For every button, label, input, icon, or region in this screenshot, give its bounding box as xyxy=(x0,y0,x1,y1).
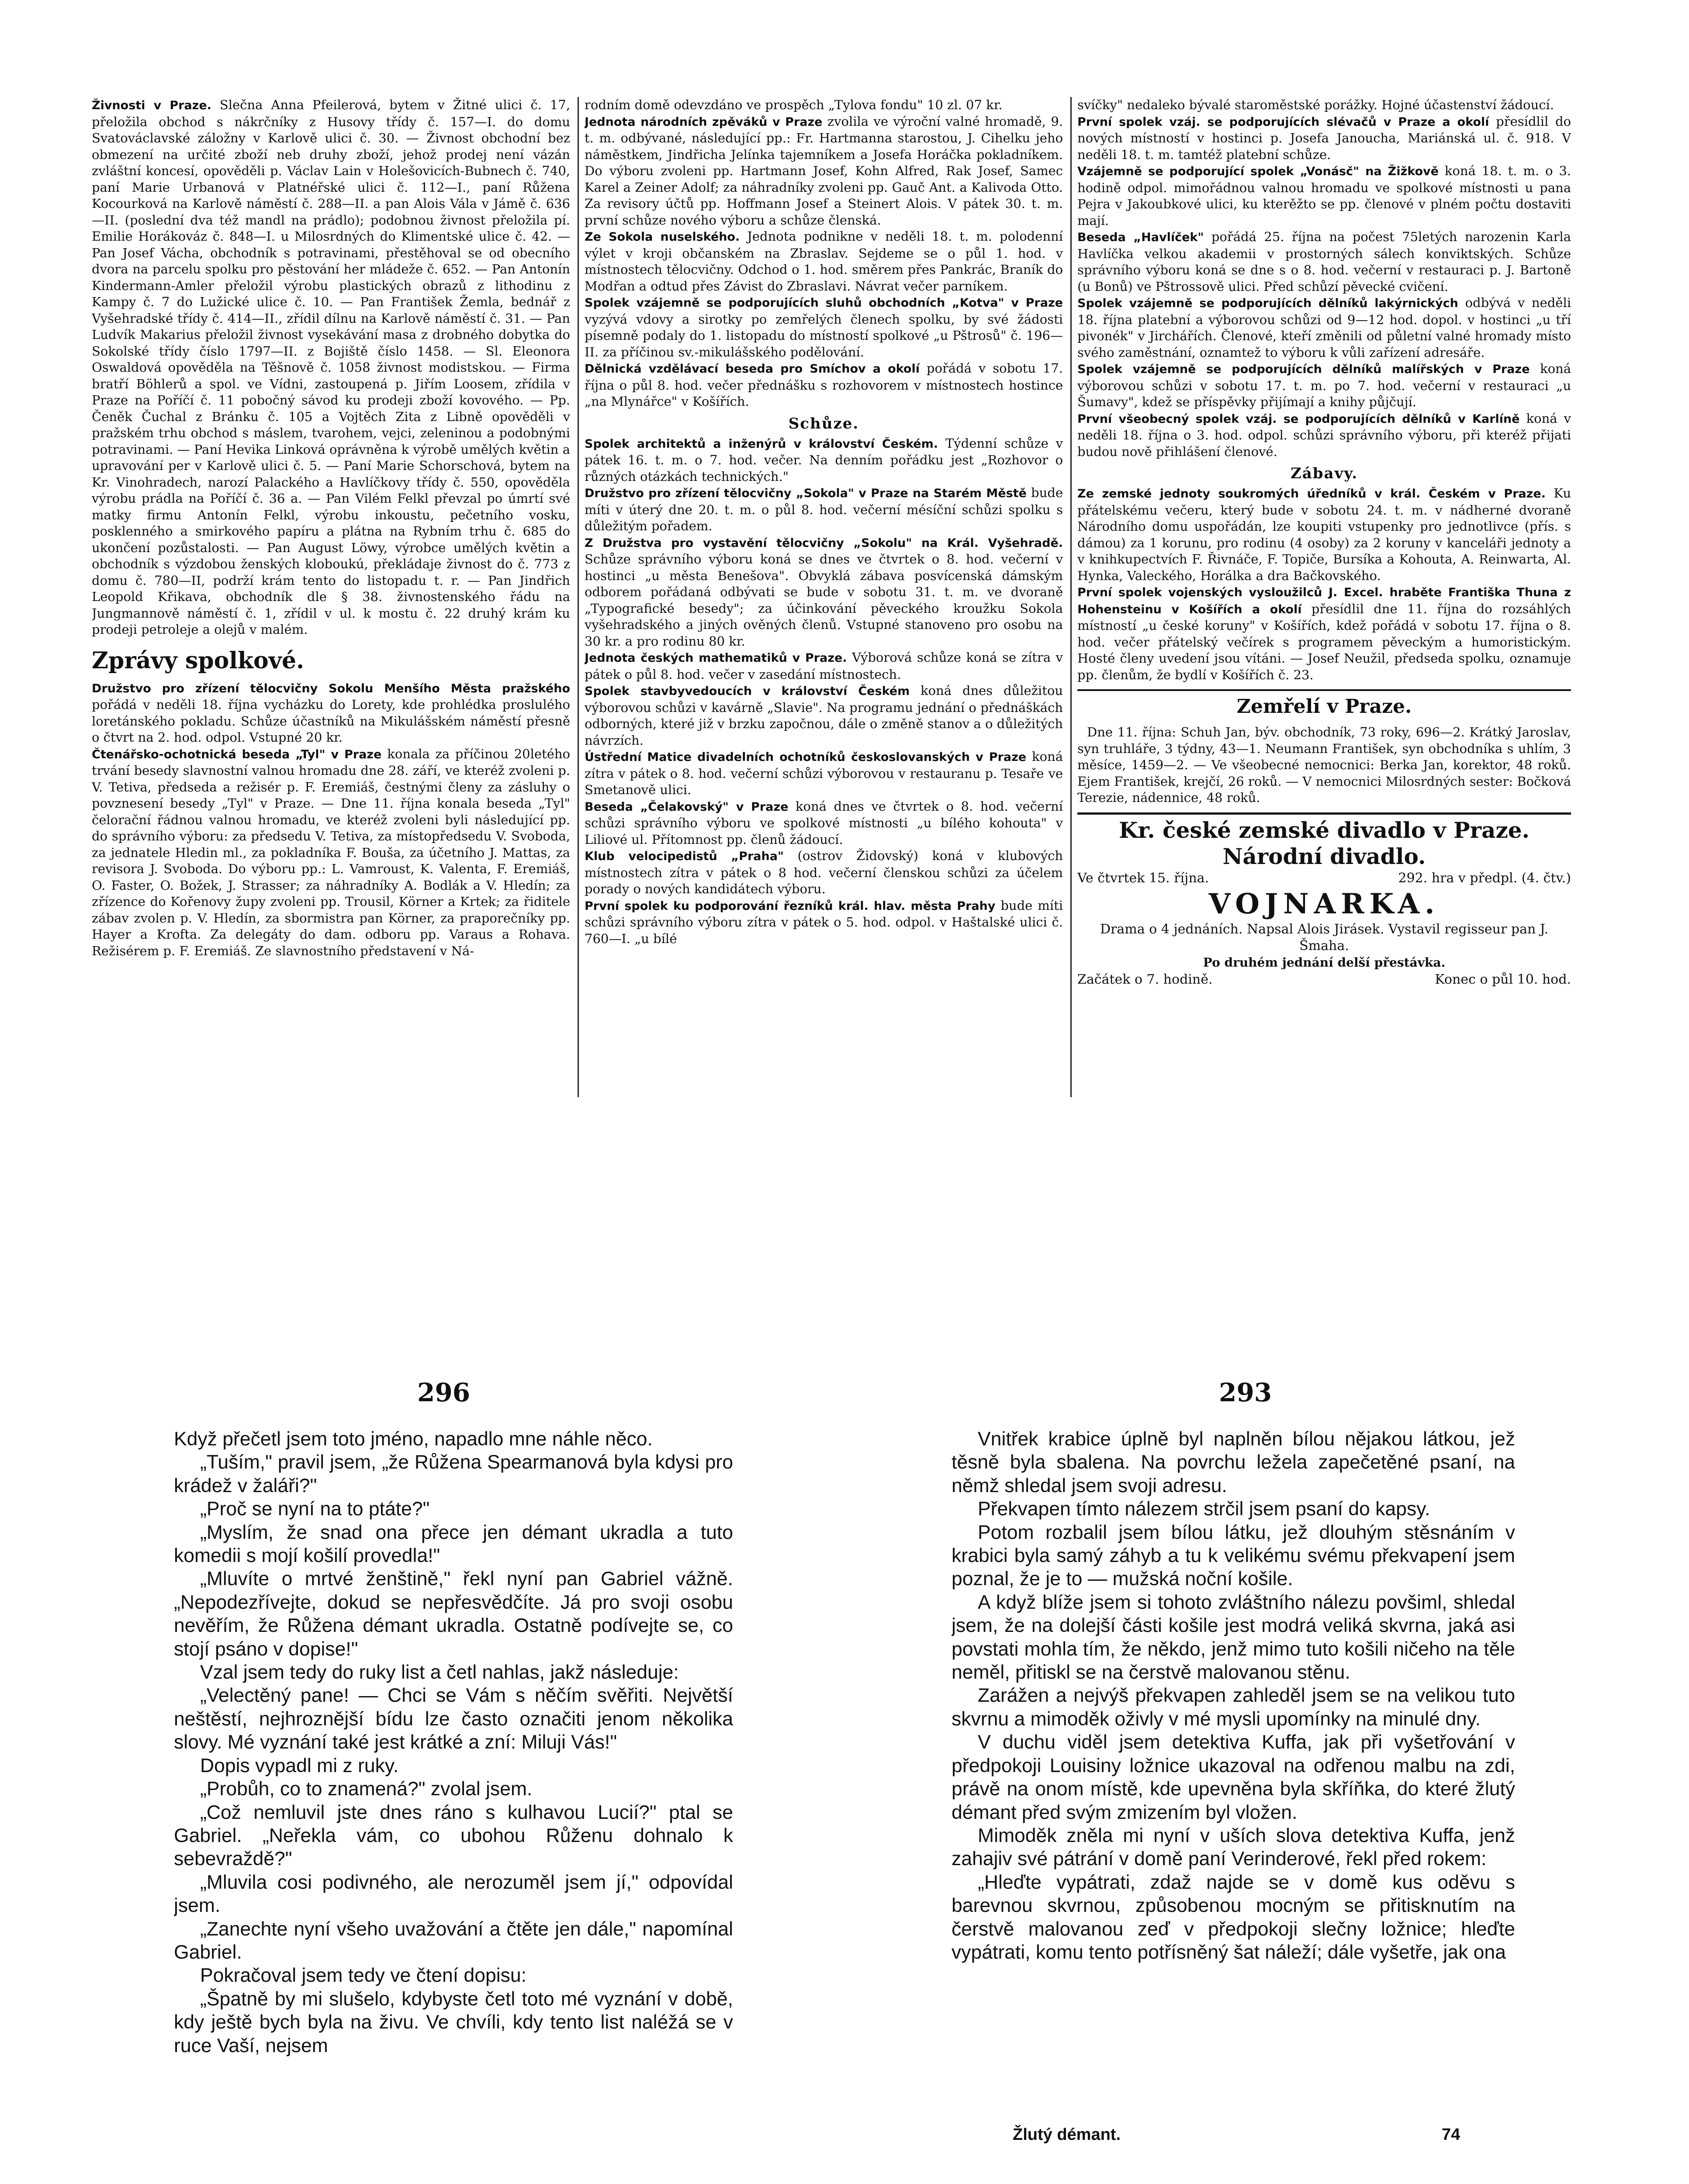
news-item-heading: Spolek vzájemně se podporujících dělníků malířských v Praze xyxy=(1077,363,1530,376)
news-item-text: koná výborovou schůzi v sobotu 17. t. m. po 7. hod. večerní v restauraci „u Šumavy", kdež se příspěvky přijímají a knihy půjčují. xyxy=(1077,361,1571,409)
theatre-announcement xyxy=(1077,812,1571,988)
theatre-performance: 292. hra v předpl. (4. čtv.) xyxy=(1398,870,1571,886)
news-item-text: přesídlil dne 11. října do rozsáhlých místností „u české koruny" v Košířích, kdež pořádá v sobotu 17. října o 8. hod. večer přátelský večírek s programem pěveckým a humoristickým. Hosté členy uvedení jsou vítáni. — Josef Neužil, předseda spolku, oznamuje pp. členům, že bydlí v Košířích č. 23. xyxy=(1077,601,1571,682)
paragraph: „Tuším," pravil jsem, „že Růžena Spearmanová byla kdysi pro krádež v žaláři?" xyxy=(174,1451,733,1496)
news-item-heading: První spolek vzáj. se podporujících slévačů v Praze a okolí xyxy=(1077,115,1489,129)
news-item-heading: Spolek vzájemně se podporujících sluhů obchodních „Kotva" v Praze xyxy=(585,296,1063,310)
left-page-text xyxy=(174,1427,733,2098)
paragraph: Dopis vypadl mi z ruky. xyxy=(200,1755,399,1776)
news-item-heading: Živnosti v Praze. xyxy=(92,99,211,112)
news-item-heading: Klub velocipedistů „Praha" xyxy=(585,850,784,863)
sheet-number-footer: 74 xyxy=(1442,2125,1461,2144)
news-item-text: vyzývá vdovy a sirotky po zemřelých členech spolku, by své žádosti písemně podaly do 1. listopadu do místností spolkové „u Pštrosů" č. 196—II. za příčinou sv.-mikulášského podělování. xyxy=(585,311,1063,359)
news-item-text: odbývá v neděli 18. října platební a výborovou schůzi od 9—12 hod. dopol. v hostinci „u tří pivonék" v Jirchářích. Členové, kteří změnili od půletní valné hromady místo svého zaměstnání, oznamtež to výboru k vůli zařízení adresáře. xyxy=(1077,295,1571,360)
theatre-notice: Po druhém jednání delší přestávka. xyxy=(1203,955,1446,970)
news-item xyxy=(585,97,1063,114)
news-item-text: Jednota podnikne v neděli 18. t. m. polodenní výlet v kroji občanském na Zbraslav. Sejdeme se o půl 1. hod. v místnostech tělocvičny. Odchod o 1. hod. směrem přes Pankrác, Braník do Modřan a odtud přes Závist do Zbraslavi. Návrat večer parníkem. xyxy=(585,229,1063,294)
news-item-text: svíčky" nedaleko bývalé staroměstské porážky. Hojné účastenství žádoucí. xyxy=(1077,97,1554,112)
paragraph: „Což nemluvil jste dnes ráno s kulhavou Lucií?" ptal se Gabriel. „Neřekla vám, co ubohou Růženu dohnalo k sebevraždě?" xyxy=(174,1801,733,1870)
deaths-heading: Zemřelí v Praze. xyxy=(1077,689,1571,721)
news-item-text: zvolila ve výroční valné hromadě, 9. t. m. odbývané, následující pp.: Fr. Hartmanna starostou, J. Cihelku jeho náměstkem, Jindřicha Jelínka tajemníkem a Josefa Horáčka pokladníkem. Do výboru zvoleni pp. Hartmann Josef, Kohn Alfred, Rak Josef, Samec Karel a Zeiner Adolf; za náhradníky zvoleni pp. Gauč Ant. a Kalivoda Otto. Za revisory účtů pp. Hoffmann Josef a Steinert Alois. V pátek 30. t. m. první schůze nového výboru a schůze členská. xyxy=(585,114,1063,228)
news-item-heading: Beseda „Čelakovský" v Praze xyxy=(585,800,789,814)
news-item xyxy=(1077,97,1571,114)
news-item-text: Ku přátelskému večeru, který bude v sobotu 24. t. m. v nádherné dvoraně Národního domu uspořádán, lze koupiti vstupenky pro jednotlivce (přís. s dámou) za 1 korunu, pro rodinu (4 osoby) za 2 koruny v kanceláři jednoty a v knihkupectvích F. Řivnáče, F. Topiče, Bursíka a Kohouta, A. Reinwarta, Al. Hynka, Valeckého, Horálka a dra Bačkovského. xyxy=(1077,486,1571,583)
section-subheading: Schůze. xyxy=(788,415,859,432)
paragraph: Překvapen tímto nálezem strčil jsem psaní do kapsy. xyxy=(978,1498,1430,1520)
paragraph: Mimoděk zněla mi nyní v uších slova detektiva Kuffa, jenž zahajiv své pátrání v domě paní Verinderové, řekl před rokem: xyxy=(952,1825,1515,1870)
news-item-text: Týdenní schůze v pátek 16. t. m. o 7. hod. večer. Na denním pořádku jest „Rozhovor o různých otázkách technických." xyxy=(585,435,1063,484)
news-item-heading: Jednota českých mathematiků v Praze. xyxy=(585,651,847,665)
news-item xyxy=(1077,584,1571,683)
paragraph: V duchu viděl jsem detektiva Kuffa, jak při vyšetřování v předpokoji Louisiny ložnice ukazoval na odřenou malbu na zdi, právě na onom místě, kde upevněna byla skříňka, do které žlutý démant před svým zmizením byl vložen. xyxy=(952,1731,1515,1823)
news-column-3 xyxy=(1077,97,1571,1097)
news-item-text: konala za příčinou 20letého trvání besedy slavnostní valnou hromadu dne 28. září, ve kteréž zvoleni p. V. Tetiva, předseda a režisér p. F. Eremiáš, čestnými členy za zásluhy o povznesení besedy „Tyl" v Praze. — Dne 11. října konala beseda „Tyl" čelorační řádnou valnou hromadu, ve kteréž zvoleni byli následující pp. do správního výboru: za předsedu V. Tetiva, za místopředsedu V. Svoboda, za jednatele Hledin ml., za pokladníka F. Bouša, za účetního J. Mattas, za revisora J. Svoboda. Do výboru pp.: L. Vamroust, K. Valenta, F. Eremiáš, O. Faster, O. Božek, J. Strasser; za náhradníky A. Bodlák a V. Hledín; za zřízence do Kořenovy župy zvoleni pp. Trousil, Körner a Krtek; za řiditele zábav zvolen p. V. Hledín, za sbormistra pan Körner, za praporečníky pp. Hayer a Krofta. Za delegáty do dam. odboru pp. Varaus a Rohava. Režisérem p. F. Eremiáš. Ze slavnostního představení v Ná- xyxy=(92,746,570,958)
news-item xyxy=(585,114,1063,229)
news-item-text: přesídlil do nových místností v hostinci p. Josefa Janoucha, Mariánská ul. č. 918. V neděli 18. t. m. tamtéž platební schůze. xyxy=(1077,114,1571,162)
theatre-description: Drama o 4 jednáních. Napsal Alois Jirásek. Vystavil regisseur pan J. Šmaha. xyxy=(1100,921,1549,954)
column-divider xyxy=(578,97,579,1097)
news-item-heading: Spolek vzájemně se podporujících dělníků lakýrnických xyxy=(1077,297,1458,310)
paragraph: „Myslím, že snad ona přece jen démant ukradla a tuto komedii s mojí košilí provedla!" xyxy=(174,1521,733,1567)
news-item-text: Slečna Anna Pfeilerová, bytem v Žitné ulici č. 17, přeložila obchod s nákrčníky z Husovy třídy č. 157—I. do domu Svatováclavské záložny v Karlově ulici č. 30. — Živnost obchodní bez obmezení na určité zboží neb druhy zboží, jehož prodej není vázán zvláštní koncesí, opověděli p. Václav Lain v Holešovicích-Bubnech č. 740, paní Marie Urbanová v Platnéřské ulici č. 112—I., paní Růžena Kocourková na Karlově náměstí č. 288—II. a pan Alois Vála v Jámě č. 636—II. (poslední dva též mandl na prádlo); podobnou živnost přeložila pí. Emilie Horákováz č. 848—I. u Milosrdných do Klimentské ulice č. 42. — Pan Josef Vácha, obchodník s potravinami, přestěhoval se od obecního dvora na parcelu spolku pro pěstování her mládeže č. 652. — Pan Antonín Kindermann-Amler přeložil výrobu plastických obrazů z lithodinu z Kampy č. 7 do Lužické ulice č. 10. — Pan František Žemla, bednář z Vyšehradské třídy č. 414—II., zřídil dílnu na Karlově náměstí č. 31. — Pan Ludvík Makarius přeložil živnost vysekávání masa z drobného dobytka do Sokolské třídy číslo 1797—II. z Bojiště číslo 1458. — Sl. Eleonora Oswaldová opověděla na Těšnově č. 1058 živnost modistskou. — Firma bratří Böhlerů a spol. ve Vídni, zastoupená p. Jiřím Loosem, zřídila v Praze na Poříčí č. 11 pobočný sávod ku prodeji zboží kovového. — Pp. Čeněk Čuchal z Bránku č. 105 a Vojtěch Zita z Libně opověděli v pražském trhu obchod s máslem, tvarohem, vejci, zeleninou a podobnými potravinami. — Paní Hevika Linková oprávněna k výrobě umělých květin a upravování per v Karlově ulici č. 5. — Paní Marie Schorschová, bytem na Kr. Vinohradech, narozí Palackého a Havlíčkovy třídy č. 550, opověděla výrobu prádla na Poříčí č. 36 a. — Pan Vilém Felkl převzal po úmrtí své matky firmu Antonín Felkl, výrobu inkoustu, pečetního vosku, posklenného a smirkového papíru a plátna na Rybním trhu č. 685 do ukončení pozůstalosti. — Pan August Löwy, výrobce umělých květin a obchodník s výzdobou ženských kloboukú, překládaje živnost do č. 773 z domu č. 780—II, podrží krám tento do listopadu t. r. — Pan Jindřich Leopold Křikava, obchodník dle § 38. živnostenského řádu na Jungmannově náměstí č. 1, zřídil v ul. k mostu č. 22 druhý krám ku prodeji petroleje a olejů v malém. xyxy=(92,97,570,637)
news-item-text: koná dnes ve čtvrtek o 8. hod. večerní schůzi správního výboru ve spolkové místnosti „u bílého kohouta" v Liliové ul. Přítomnost pp. členů žádoucí. xyxy=(585,798,1063,847)
paragraph: „Špatně by mi slušelo, kdybyste četl toto mé vyznání v době, kdy ještě bych byla na živu. Ve chvíli, kdy tento list naléžá se v ruce Vaší, nejsem xyxy=(174,1988,733,2056)
news-item xyxy=(92,97,570,638)
theatre-end: Konec o půl 10. hod. xyxy=(1435,971,1571,987)
news-item xyxy=(1077,485,1571,584)
theatre-play-title: VOJNARKA. xyxy=(1208,887,1440,920)
news-item xyxy=(585,848,1063,898)
news-item-heading: Družstvo pro zřízení tělocvičny „Sokola" v Praze na Starém Městě xyxy=(585,487,1027,500)
news-item xyxy=(1077,114,1571,163)
paragraph: Pokračoval jsem tedy ve čtení dopisu: xyxy=(200,1965,526,1987)
news-item xyxy=(1077,411,1571,460)
news-item-heading: Z Družstva pro vystavění tělocvičny „Sokolu" na Král. Vyšehradě. xyxy=(585,536,1063,550)
left-page-number: 296 xyxy=(417,1378,471,1407)
news-item-heading: Ze zemské jednoty soukromých úředníků v král. Českém v Praze. xyxy=(1077,487,1546,501)
book-title-footer: Žlutý démant. xyxy=(1013,2125,1121,2144)
deaths-text: Dne 11. října: Schuh Jan, býv. obchodník, 73 roky, 696—2. Krátký Jaroslav, syn truhláře, 3 týdny, 43—1. Neumann František, syn obchodníka s uhlím, 3 měsíce, 1459—2. — Ve všeobecné nemocnici: Berka Jan, korektor, 48 roků. Ejem František, krejčí, 26 roků. — V nemocnici Milosrdných sester: Bočková Terezie, nádennice, 48 roků. xyxy=(1077,725,1571,805)
news-item-text: bude míti schůzi správního výboru zítra v pátek o 5. hod. odpol. v Haštalské ulici č. 760—I. „u bílé xyxy=(585,898,1063,946)
theatre-times-row xyxy=(1077,971,1571,988)
news-item-text: koná zítra v pátek o 8. hod. večerní schůzi výborovou v restauranu p. Tesaře ve Smetanově ulici. xyxy=(585,749,1063,797)
news-item-text: (ostrov Židovský) koná v klubových místnostech zítra v pátek o 8 hod. večerní členskou schůzi za účelem porady o nových kandidátech výboru. xyxy=(585,848,1063,896)
news-item xyxy=(1077,163,1571,229)
paragraph: „Hleďte vypátrati, zdaž najde se v domě kus oděvu s barevnou skvrnou, způsobenou mocným se přitisknutím na čerstvě malovanou zeď v předpokoji slečny ložnice; hleďte vypátrati, komu tento potřísněný šat náleží; dále vyšetře, jak ona xyxy=(952,1871,1515,1963)
news-item xyxy=(585,435,1063,485)
news-item xyxy=(585,294,1063,360)
news-item xyxy=(585,683,1063,749)
news-item-heading: Ústřední Matice divadelních ochotníků českoslovanských v Praze xyxy=(585,750,1027,764)
news-item-heading: Čtenářsko-ochotnická beseda „Tyl" v Praze xyxy=(92,747,382,761)
news-item xyxy=(92,746,570,960)
news-item-text: koná v neděli 18. října o 3. hod. odpol. schůzi správního výboru, při kteréž přijati budou nově přihlášení členové. xyxy=(1077,411,1571,459)
news-item xyxy=(585,749,1063,798)
news-item-heading: Jednota národních zpěváků v Praze xyxy=(585,115,823,129)
paragraph: „Velectěný pane! — Chci se Vám s něčím svěřiti. Největší neštěstí, nejhroznější bídu lze často označiti jenom několika slovy. Mé vyznání také jest krátké a zní: Miluji Vás!" xyxy=(174,1685,733,1753)
paragraph: „Proč se nyní na to ptáte?" xyxy=(200,1498,430,1520)
news-item-text: bude míti v úterý dne 20. t. m. o půl 8. hod. večerní mésíční schůzi spolku s důležitým pořadem. xyxy=(585,485,1063,533)
news-item xyxy=(1077,229,1571,295)
news-item xyxy=(1077,295,1571,361)
news-item-heading: Spolek stavbyvedoucích v království Českém xyxy=(585,684,910,698)
news-item xyxy=(585,898,1063,947)
news-item-text: rodním domě odevzdáno ve prospěch „Tylova fondu" 10 zl. 07 kr. xyxy=(585,97,1003,112)
paragraph: A když blíže jsem si tohoto zvláštního nálezu povšiml, shledal jsem, že na dolejší části košile jest modrá veliká skvrna, jaká asi povstati mohla tím, že někdo, jenž mimo tuto košili ničeho na těle neměl, přitiskl se na čerstvě malovanou stěnu. xyxy=(952,1591,1515,1683)
news-item xyxy=(92,680,570,746)
news-column-2 xyxy=(585,97,1063,1097)
news-column-1 xyxy=(92,97,570,1097)
news-item-heading: Beseda „Havlíček" xyxy=(1077,231,1204,244)
news-item xyxy=(585,535,1063,650)
news-item-text: Výborová schůze koná se zítra v pátek o půl 8. hod. večer v zasedání místnostech. xyxy=(585,650,1063,682)
news-item-heading: Vzájemně se podporující spolek „Vonásč" na Žižkově xyxy=(1077,165,1439,178)
news-item-heading: Dělnická vzdělávací beseda pro Smíchov a okolí xyxy=(585,362,920,376)
paragraph: Potom rozbalil jsem bílou látku, jež dlouhým stěsnáním v krabici byla samý záhyb a tu k velikému svému překvapení jsem poznal, že je to — mužská noční košile. xyxy=(952,1521,1515,1590)
theatre-date: Ve čtvrtek 15. října. xyxy=(1077,870,1209,886)
news-item-heading: První spolek vojenských vysloužilců J. Excel. hraběte Františka Thuna z Hohensteinu v Košířích a okolí xyxy=(1077,586,1571,616)
news-item-text: koná 18. t. m. o 3. hodině odpol. mimořádnou valnou hromadu ve spolkové místnosti u pana Pejra v Jakoubkové ulici, ku kterěžto se pp. členové v plném počtu dostaviti mají. xyxy=(1077,163,1571,228)
section-heading: Zprávy spolkové. xyxy=(92,647,305,674)
news-item xyxy=(1077,361,1571,411)
section-subheading: Zábavy. xyxy=(1290,465,1358,482)
news-item-heading: První spolek ku podporování řezníků král. hlav. města Prahy xyxy=(585,899,996,913)
paragraph: „Probůh, co to znamená?" zvolal jsem. xyxy=(200,1778,533,1800)
paragraph: Když přečetl jsem toto jméno, napadlo mne náhle něco. xyxy=(174,1428,653,1450)
paragraph: Zarážen a nejvýš překvapen zahleděl jsem se na velikou tuto skvrnu a mimoděk oživly v mé mysli upomínky na minulé dny. xyxy=(952,1685,1515,1730)
right-page-text xyxy=(952,1427,1515,2102)
paragraph: Vzal jsem tedy do ruky list a četl nahlas, jakž následuje: xyxy=(200,1662,679,1683)
paragraph: Vnitřek krabice úplně byl naplněn bílou nějakou látkou, jež těsně byla sbalena. Na povrchu ležela zapečetěné psaní, na němž shledal jsem svoji adresu. xyxy=(952,1428,1515,1496)
news-item-heading: Družstvo pro zřízení tělocvičny Sokolu Menšího Města pražského xyxy=(92,681,570,695)
news-item-heading: Ze Sokola nuselského. xyxy=(585,230,740,244)
news-item xyxy=(585,360,1063,410)
news-item xyxy=(585,485,1063,535)
news-item-text: pořádá v neděli 18. října vycházku do Lorety, kde prohlédka proslulého loretánského pokladu. Schůze účastníků na Mikulášském náměstí přesně o čtvrt na 2. hod. odpol. Vstupné 20 kr. xyxy=(92,697,570,745)
news-item-text: pořádá v sobotu 17. října o půl 8. hod. večer přednášku s rozhovorem v místnostech hostince „na Mlynářce" v Košířích. xyxy=(585,361,1063,409)
theatre-subtitle: Národní divadlo. xyxy=(1222,843,1426,869)
news-item-text: koná dnes důležitou výborovou schůzi v kavárně „Slavie". Na programu jednání o přednáškách odborných, které již v brzku započnou, dále o změně stanov a o důležitých návrzích. xyxy=(585,683,1063,748)
news-item xyxy=(585,650,1063,683)
news-item-text: Schůze správního výboru koná se dnes ve čtvrtek o 8. hod. večerní v hostinci „u města Benešova". Obvyklá zábava posvícenská dámským odborem pořádaná odbývati se bude v sobotu 31. t. m. ve dvoraně „Typografické besedy"; za účinkování pěveckého kroužku Sokola vyšehradského a jiných ověných členů. Vstupné stanoveno pro osobu na 30 kr. a pro rodinu 80 kr. xyxy=(585,552,1063,649)
column-divider xyxy=(1070,97,1072,1097)
paragraph: „Mluvila cosi podivného, ale nerozuměl jsem jí," odpovídal jsem. xyxy=(174,1871,733,1917)
paragraph: „Zanechte nyní všeho uvažování a čtěte jen dále," napomínal Gabriel. xyxy=(174,1918,733,1963)
right-page-number: 293 xyxy=(1219,1378,1272,1407)
news-item xyxy=(585,228,1063,294)
theatre-start: Začátek o 7. hodině. xyxy=(1077,971,1213,987)
theatre-title: Kr. české zemské divadlo v Praze. xyxy=(1119,817,1530,843)
news-item-text: pořádá 25. října na počest 75letých narozenin Karla Havlíčka velkou akademii v prostorných sálech konviktských. Schůze správního výboru koná se dne s o 8. hod. večerní v restauraci p. J. Bartoně (u Bonů) ve Pštrossově ulici. Před schůzí pěvecké cvičení. xyxy=(1077,229,1571,294)
paragraph: „Mluvíte o mrtvé ženštině," řekl nyní pan Gabriel vážně. „Nepodezřívejte, dokud se nepřesvědčíte. Já pro svoji osobu nevěřím, že Růžena démant ukradla. Ostatně podívejte se, co stojí psáno v dopise!" xyxy=(174,1568,733,1660)
theatre-date-row xyxy=(1077,870,1571,887)
news-item xyxy=(585,798,1063,848)
news-item-heading: První všeobecný spolek vzáj. se podporujících dělníků v Karlíně xyxy=(1077,412,1520,426)
news-item-heading: Spolek architektů a inženýrů v království Českém. xyxy=(585,437,938,451)
